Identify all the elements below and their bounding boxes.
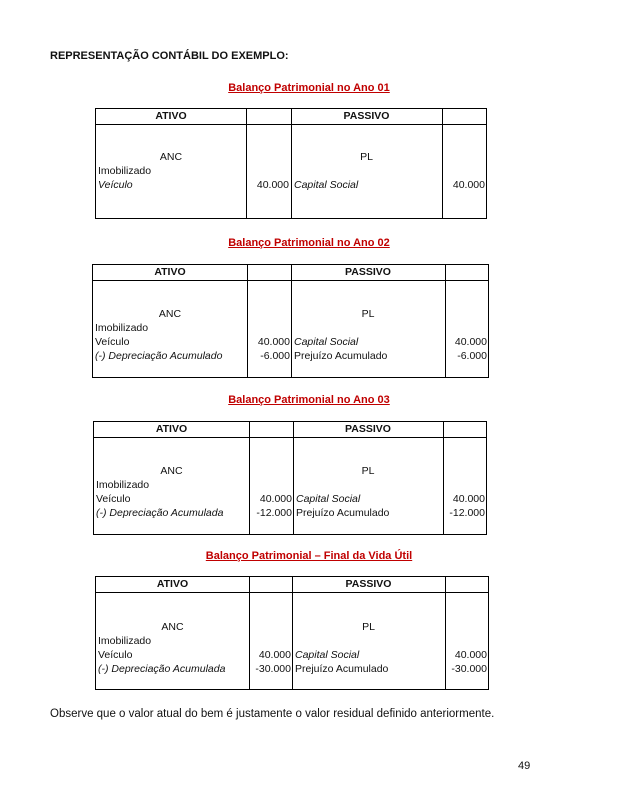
passivo-line-label: Capital Social <box>296 493 361 505</box>
ativo-header: ATIVO <box>155 110 187 122</box>
sheet-4-title: Balanço Patrimonial – Final da Vida Útil <box>205 550 413 562</box>
ativo-header: ATIVO <box>155 423 188 435</box>
sheet-3-title: Balanço Patrimonial no Ano 03 <box>228 394 390 406</box>
ativo-line-label: (-) Depreciação Acumulada <box>98 663 226 675</box>
passivo-header: PASSIVO <box>345 423 391 435</box>
passivo-line-label: Capital Social <box>294 179 359 191</box>
ativo-subgroup-label: Imobilizado <box>95 322 149 334</box>
ativo-line-label: (-) Depreciação Acumulada <box>96 507 224 519</box>
ativo-subgroup-label: Imobilizado <box>98 635 152 647</box>
passivo-header: PASSIVO <box>345 578 392 590</box>
ativo-header: ATIVO <box>156 578 189 590</box>
passivo-line-value: -30.000 <box>451 663 487 675</box>
balance-sheet-final-vida-util <box>95 576 489 690</box>
ativo-line-value: -12.000 <box>256 507 292 519</box>
passivo-group-label: PL <box>361 465 375 477</box>
ativo-group-label: ANC <box>158 308 182 320</box>
passivo-header: PASSIVO <box>343 110 390 122</box>
ativo-line-label: Veículo <box>95 336 130 348</box>
ativo-line-label: Veículo <box>98 179 133 191</box>
sheet-1-title: Balanço Patrimonial no Ano 01 <box>228 82 390 94</box>
ativo-line-value: 40.000 <box>259 493 292 505</box>
passivo-line-label: Prejuízo Acumulado <box>295 663 389 675</box>
page-number: 49 <box>518 760 531 772</box>
passivo-line-label: Capital Social <box>295 649 360 661</box>
ativo-subgroup-label: Imobilizado <box>98 165 152 177</box>
balance-sheet-ano-02 <box>92 264 489 378</box>
ativo-header: ATIVO <box>154 266 186 278</box>
passivo-line-value: 40.000 <box>454 336 487 348</box>
passivo-line-label: Capital Social <box>294 336 359 348</box>
passivo-group-label: PL <box>360 151 373 163</box>
passivo-group-label: PL <box>361 308 375 320</box>
balance-sheet-ano-01 <box>95 108 487 219</box>
passivo-group-label: PL <box>362 621 375 633</box>
ativo-group-label: ANC <box>160 465 183 477</box>
passivo-line-label: Prejuízo Acumulado <box>294 350 388 362</box>
page-heading: REPRESENTAÇÃO CONTÁBIL DO EXEMPLO: <box>50 50 289 62</box>
sheet-2-title: Balanço Patrimonial no Ano 02 <box>228 237 390 249</box>
ativo-group-label: ANC <box>161 621 184 633</box>
closing-note: Observe que o valor atual do bem é justamente o valor residual definido anteriormente. <box>50 708 495 720</box>
ativo-line-label: Veículo <box>96 493 131 505</box>
passivo-line-value: 40.000 <box>454 649 487 661</box>
ativo-line-value: -30.000 <box>255 663 291 675</box>
passivo-line-value: 40.000 <box>452 179 485 191</box>
passivo-header: PASSIVO <box>345 266 391 278</box>
balance-sheet-ano-03 <box>93 421 487 535</box>
passivo-line-label: Prejuízo Acumulado <box>296 507 390 519</box>
passivo-line-value: -6.000 <box>457 350 487 362</box>
ativo-line-label: (-) Depreciação Acumulado <box>95 350 223 362</box>
ativo-group-label: ANC <box>159 151 183 163</box>
ativo-line-value: -6.000 <box>260 350 290 362</box>
ativo-line-value: 40.000 <box>257 336 290 348</box>
passivo-line-value: 40.000 <box>452 493 485 505</box>
ativo-line-value: 40.000 <box>256 179 289 191</box>
ativo-line-value: 40.000 <box>258 649 291 661</box>
ativo-line-label: Veículo <box>98 649 133 661</box>
passivo-line-value: -12.000 <box>449 507 485 519</box>
ativo-subgroup-label: Imobilizado <box>96 479 150 491</box>
